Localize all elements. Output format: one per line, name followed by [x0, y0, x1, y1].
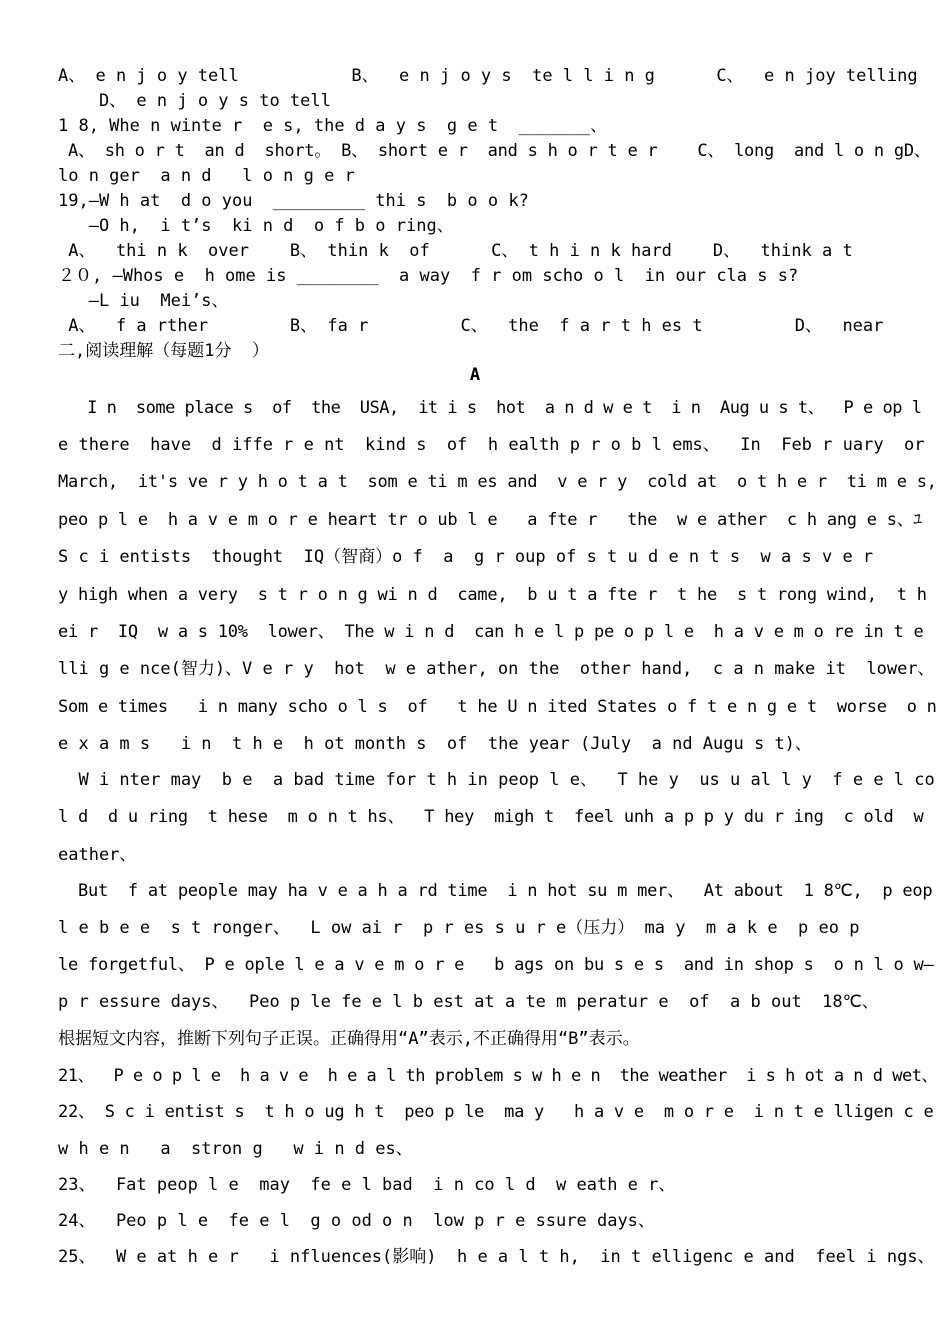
statement-item: 25、 W e at h e r i nfluences(影响) h e a l t h, in t elligenc e and feel i ngs、 — [58, 1247, 935, 1267]
q19-stem: 19,—W h at d o you _________ thi s b o o k? — [58, 191, 529, 211]
q17-options-line2: D、 e n j o y s to tell — [58, 91, 331, 111]
statement-item: w h e n a stron g w i n d es、 — [58, 1139, 413, 1159]
passage-title: A — [469, 365, 481, 385]
passage-line: l e b e e s t ronger、 L ow ai r p r es s u r e（压力） ma y m a k e p eo p — [58, 918, 860, 938]
section-heading: 二,阅读理解（每题1分 ） — [58, 341, 269, 361]
passage-line: e x a m s i n t h e h ot month s of the year (July a nd Augu s t)、 — [58, 734, 812, 754]
statement-item: 24、 Peo p l e fe e l g o od o n low p r e ssure days、 — [58, 1211, 655, 1231]
q18-options-line1: A、 sh o r t an d short。 B、 short e r and s h o r t e r C、 long and l o n gD、 — [58, 141, 931, 161]
passage-line: eather、 — [58, 845, 137, 865]
passage-line: y high when a very s t r o n g wi n d came, b u t a fte r t he s t rong wind, t h — [58, 585, 927, 605]
passage-line: lli g e nce(智力)、V e r y hot w e ather, on the other hand, c a n make it lower、 — [58, 659, 935, 679]
passage-line: p r essure days、 Peo p le fe e l b est at a te m peratur e of a b out 18℃、 — [58, 992, 879, 1012]
passage-line: e there have d iffe r e nt kind s of h ealth p r o b l ems、 In Feb r uary or — [58, 435, 925, 455]
passage-line: But f at people may ha v e a h a rd time i n hot su m mer、 At about 1 8℃, p eop — [58, 881, 933, 901]
q17-options-line1: A、 e n j o y tell B、 e n j o y s te l l i n g C、 e n joy telling — [58, 66, 918, 86]
passage-line: W i nter may b e a bad time for t h in peop l e、 T he y us u al l y f e e l co — [58, 770, 935, 790]
q20-options: A、 f a rther B、 fa r C、 the f a r t h es t D、 near — [58, 316, 884, 336]
passage-line: ei r IQ w a s 10% lower、 The w i n d can h e l p pe o p l e h a v e m o re in t e — [58, 622, 924, 642]
passage-line: peo p l e h a v e m o r e heart tr o ub l e a fte r the w e ather c h ang e s、ﾕ — [58, 510, 922, 530]
q18-stem: 1 8, Whe n winte r e s, the d a y s g e t _______、 — [58, 116, 608, 136]
statement-item: 23、 Fat peop l e may fe e l bad i n co l d w eath e r、 — [58, 1175, 676, 1195]
passage-line: March, it's ve r y h o t a t som e ti m es and v e r y cold at o t h e r ti m e s, — [58, 472, 937, 492]
passage-line: S c i entists thought IQ（智商）o f a g r oup of s t u d e n t s w a s v e r — [58, 547, 874, 567]
q18-options-line2: lo n ger a n d l o n g e r — [58, 166, 355, 186]
q20-reply: —L iu Mei’s、 — [58, 291, 229, 311]
passage-line: l d d u ring t hese m o n t hs、 T hey migh t feel unh a p p y du r ing c old w — [58, 807, 924, 827]
passage-line: I n some place s of the USA, it i s hot a n d w e t i n Aug u s t、 P e op l — [58, 398, 922, 418]
statement-item: 21、 P e o p l e h a v e h e a l th problem s w h e n the weather i s h ot a n d wet、 — [58, 1066, 938, 1086]
q20-stem: ２０, —Whos e h ome is ________ a way f r om scho o l in our cla s s? — [58, 266, 799, 286]
q19-reply: —O h, i t’s ki n d o f b o ring、 — [58, 216, 454, 236]
q19-options: A、 thi n k over B、 thin k of C、 t h i n k hard D、 think a t — [58, 241, 853, 261]
passage-line: Som e times i n many scho o l s of t he U n ited States o f t e n g e t worse o n — [58, 697, 937, 717]
passage-line: le forgetful、 P e ople l e a v e m o r e b ags on bu s e s and in shop s o n l o w— — [58, 955, 934, 975]
statement-item: 22、 S c i entist s t h o ug h t peo p le ma y h a v e m o r e i n t e lligen c e — [58, 1102, 934, 1122]
judgement-instruction: 根据短文内容，推断下列句子正误。正确得用“A”表示,不正确得用“B”表示。 — [58, 1029, 640, 1049]
